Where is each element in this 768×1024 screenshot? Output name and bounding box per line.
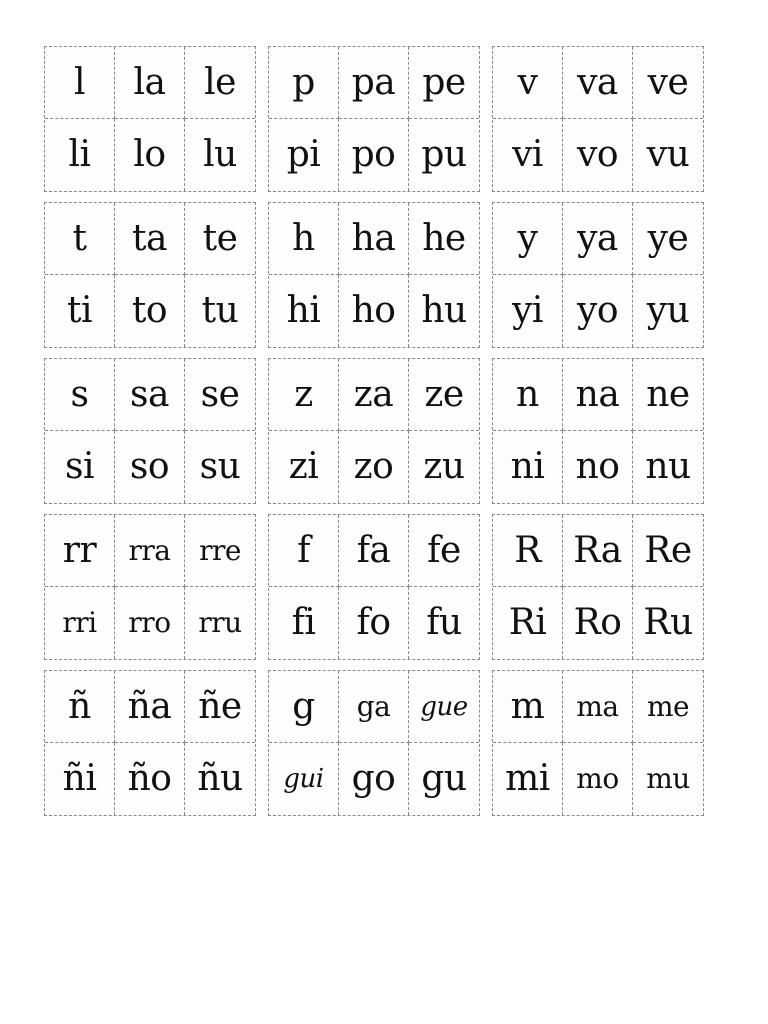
syllable-card: te — [185, 203, 255, 275]
syllable-card: ni — [493, 431, 563, 503]
syllable-card: z — [269, 359, 339, 431]
syllable-card: gui — [269, 743, 339, 815]
syllable-group-n — [492, 358, 704, 504]
syllable-card: ye — [633, 203, 703, 275]
syllable-card: no — [563, 431, 633, 503]
syllable-group-s — [44, 358, 256, 504]
syllable-group-enie — [44, 670, 256, 816]
syllable-card: hi — [269, 275, 339, 347]
syllable-group-rr — [44, 514, 256, 660]
syllable-card: vo — [563, 119, 633, 191]
syllable-group-z — [268, 358, 480, 504]
syllable-card: zo — [339, 431, 409, 503]
syllable-card: vi — [493, 119, 563, 191]
syllable-card: le — [185, 47, 255, 119]
syllable-card: ve — [633, 47, 703, 119]
syllable-band — [44, 202, 710, 348]
syllable-card: yo — [563, 275, 633, 347]
syllable-group-R — [492, 514, 704, 660]
syllable-card: fi — [269, 587, 339, 659]
syllable-card: lu — [203, 134, 237, 175]
syllable-card: g — [269, 671, 339, 743]
syllable-card: ña — [115, 671, 185, 743]
syllable-band — [44, 670, 710, 816]
syllable-card: Ru — [643, 602, 693, 643]
syllable-card: fe — [409, 515, 479, 587]
syllable-card: tu — [201, 290, 239, 331]
syllable-card: se — [185, 359, 255, 431]
syllable-card: fo — [339, 587, 409, 659]
syllable-card: mu — [646, 762, 690, 795]
syllable-card: so — [115, 431, 185, 503]
syllable-card: ñu — [197, 758, 243, 799]
syllable-card: rr — [45, 515, 115, 587]
syllable-card: R — [493, 515, 563, 587]
syllable-band — [44, 514, 710, 660]
syllable-card: rra — [115, 515, 185, 587]
syllable-card: y — [493, 203, 563, 275]
syllable-card: Re — [633, 515, 703, 587]
syllable-card: Ri — [493, 587, 563, 659]
syllable-card: li — [45, 119, 115, 191]
syllable-card: ne — [633, 359, 703, 431]
syllable-card: Ra — [563, 515, 633, 587]
syllable-card: ta — [115, 203, 185, 275]
syllable-group-m — [492, 670, 704, 816]
syllable-card: lo — [115, 119, 185, 191]
syllable-card: za — [339, 359, 409, 431]
syllable-group-p — [268, 46, 480, 192]
syllable-card: f — [269, 515, 339, 587]
syllable-card: na — [563, 359, 633, 431]
syllable-card: zi — [269, 431, 339, 503]
syllable-card: me — [633, 671, 703, 743]
syllable-card: gue — [409, 671, 479, 743]
syllable-card: Ro — [563, 587, 633, 659]
syllable-card: rru — [198, 606, 242, 639]
syllable-card: yi — [493, 275, 563, 347]
syllable-card: m — [493, 671, 563, 743]
syllable-group-f — [268, 514, 480, 660]
syllable-card: ñ — [45, 671, 115, 743]
syllable-card: t — [45, 203, 115, 275]
syllable-group-h — [268, 202, 480, 348]
syllable-card-sheet — [44, 46, 710, 826]
syllable-card: su — [199, 446, 241, 487]
syllable-card: p — [269, 47, 339, 119]
syllable-card: ze — [409, 359, 479, 431]
syllable-card: fa — [339, 515, 409, 587]
syllable-card: ho — [339, 275, 409, 347]
syllable-card: hu — [421, 290, 467, 331]
syllable-group-g — [268, 670, 480, 816]
syllable-card: la — [115, 47, 185, 119]
syllable-card: ñe — [185, 671, 255, 743]
syllable-card: vu — [646, 134, 690, 175]
syllable-card: pu — [421, 134, 467, 175]
syllable-card: fu — [426, 602, 462, 643]
syllable-card: n — [493, 359, 563, 431]
syllable-card: pe — [409, 47, 479, 119]
syllable-card: h — [269, 203, 339, 275]
syllable-group-l — [44, 46, 256, 192]
syllable-card: ha — [339, 203, 409, 275]
syllable-card: yu — [646, 290, 690, 331]
syllable-card: pi — [269, 119, 339, 191]
syllable-card: zu — [423, 446, 465, 487]
syllable-band — [44, 358, 710, 504]
syllable-card: si — [45, 431, 115, 503]
syllable-card: ga — [339, 671, 409, 743]
syllable-card: mo — [563, 743, 633, 815]
syllable-card: pa — [339, 47, 409, 119]
syllable-card: ma — [563, 671, 633, 743]
syllable-card: rri — [45, 587, 115, 659]
syllable-card: ya — [563, 203, 633, 275]
syllable-card: go — [339, 743, 409, 815]
syllable-card: po — [339, 119, 409, 191]
syllable-card: ñi — [45, 743, 115, 815]
syllable-group-t — [44, 202, 256, 348]
syllable-card: l — [45, 47, 115, 119]
syllable-card: v — [493, 47, 563, 119]
syllable-card: rre — [185, 515, 255, 587]
syllable-card: ti — [45, 275, 115, 347]
syllable-card: sa — [115, 359, 185, 431]
syllable-group-v — [492, 46, 704, 192]
syllable-card: nu — [645, 446, 691, 487]
syllable-band — [44, 46, 710, 192]
syllable-card: rro — [115, 587, 185, 659]
syllable-card: mi — [493, 743, 563, 815]
syllable-group-y — [492, 202, 704, 348]
syllable-card: va — [563, 47, 633, 119]
syllable-card: ño — [115, 743, 185, 815]
syllable-card: s — [45, 359, 115, 431]
syllable-card: he — [409, 203, 479, 275]
syllable-card: to — [115, 275, 185, 347]
syllable-card: gu — [421, 758, 467, 799]
